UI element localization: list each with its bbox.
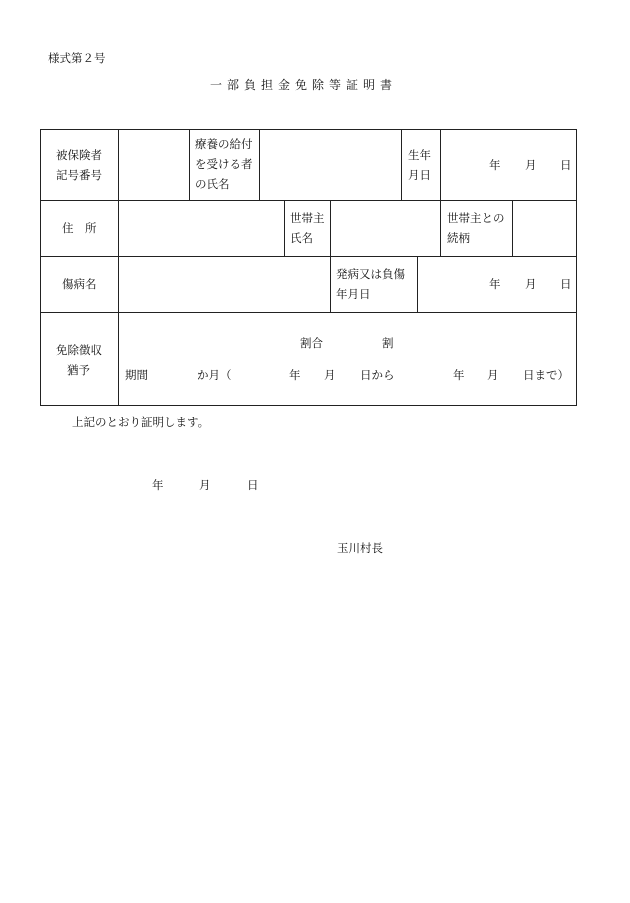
certification-text: 上記のとおり証明します。 — [72, 415, 210, 429]
cert-year: 年 — [152, 478, 164, 492]
until-month: 月 — [487, 368, 499, 382]
birth-month: 月 — [525, 158, 537, 172]
injury-year: 年 — [489, 277, 501, 291]
form-number: 様式第２号 — [48, 51, 106, 65]
period-label: 期間 — [125, 368, 148, 382]
mayor-signature: 玉川村長 — [337, 541, 383, 555]
until-year: 年 — [453, 368, 465, 382]
birth-year: 年 — [489, 158, 501, 172]
until-day: 日まで） — [523, 368, 569, 382]
cert-month: 月 — [199, 478, 211, 492]
injury-day: 日 — [560, 277, 572, 291]
ratio-label: 割合 — [300, 336, 323, 350]
injury-label: 傷病名 — [62, 277, 97, 291]
birth-day: 日 — [560, 158, 572, 172]
address-label: 住 所 — [62, 221, 97, 235]
from-month: 月 — [324, 368, 336, 382]
birth-date-label: 生年 月日 — [408, 148, 431, 182]
document-title: 一部負担金免除等証明書 — [210, 78, 398, 92]
ratio-unit: 割 — [382, 336, 394, 350]
from-day: 日から — [360, 368, 395, 382]
relation-label: 世帯主との 続柄 — [447, 211, 505, 245]
exemption-label: 免除徴収 猶予 — [56, 343, 102, 377]
injury-month: 月 — [525, 277, 537, 291]
injury-date-label: 発病又は負傷 年月日 — [336, 267, 405, 301]
from-year: 年 — [289, 368, 301, 382]
insured-number-label: 被保険者 記号番号 — [56, 148, 102, 182]
recipient-name-label: 療養の給付 を受ける者 の氏名 — [195, 137, 253, 191]
householder-name-label: 世帯主 氏名 — [290, 211, 325, 245]
cert-day: 日 — [247, 478, 259, 492]
period-months: か月（ — [197, 368, 232, 382]
